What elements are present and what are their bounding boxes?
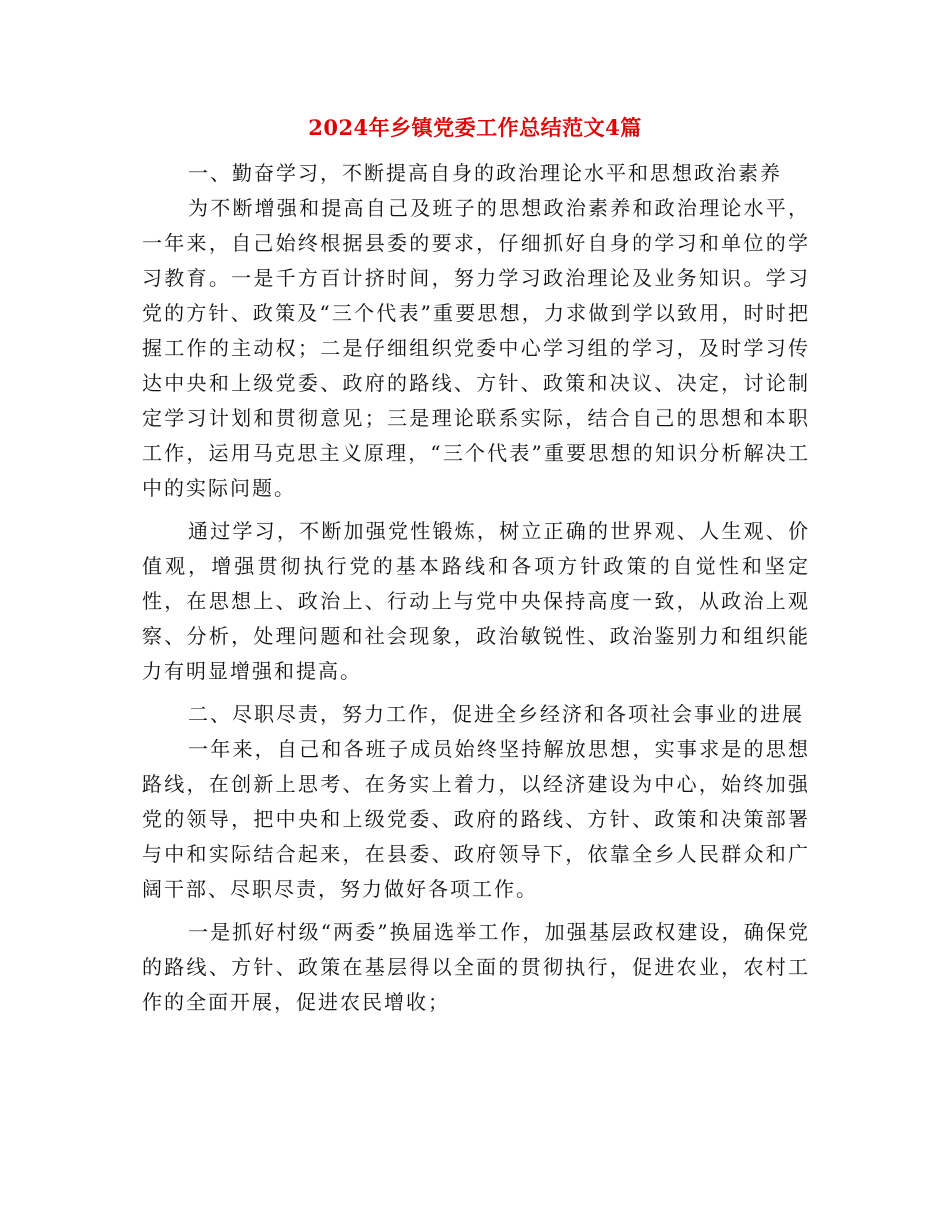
body-paragraph-2: 通过学习，不断加强党性锻炼，树立正确的世界观、人生观、价值观，增强贯彻执行党的基本路线和各项方针政策的自觉性和坚定性，在思想上、政治上、行动上与党中央保持高度一致，从政治上观察、分析，处理问题和社会现象，政治敏锐性、政治鉴别力和组织能力有明显增强和提高。	[142, 519, 810, 683]
body-paragraph-1: 为不断增强和提高自己及班子的思想政治素养和政治理论水平，一年来，自己始终根据县委的要求，仔细抓好自身的学习和单位的学习教育。一是千方百计挤时间，努力学习政治理论及业务知识。学习党的方针、政策及“三个代表”重要思想，力求做到学以致用，时时把握工作的主动权；二是仔细组织党委中心学习组的学习，及时学习传达中央和上级党委、政府的路线、方针、政策和决议、决定，讨论制定学习计划和贯彻意见；三是理论联系实际，结合自己的思想和本职工作，运用马克思主义原理，“三个代表”重要思想的知识分析解决工中的实际问题。	[142, 196, 810, 500]
document-title: 2024年乡镇党委工作总结范文4篇	[308, 115, 642, 140]
section-heading-2: 二、尽职尽责，努力工作，促进全乡经济和各项社会事业的进展	[188, 702, 804, 726]
document-body	[142, 156, 810, 1020]
section-heading-1: 一、勤奋学习，不断提高自身的政治理论水平和思想政治素养	[188, 161, 782, 185]
body-paragraph-4: 一是抓好村级“两委”换届选举工作，加强基层政权建设，确保党的路线、方针、政策在基层得以全面的贯彻执行，促进农业，农村工作的全面开展，促进农民增收；	[142, 920, 810, 1014]
body-paragraph-3: 一年来，自己和各班子成员始终坚持解放思想，实事求是的思想路线，在创新上思考、在务实上着力，以经济建设为中心，始终加强党的领导，把中央和上级党委、政府的路线、方针、政策和决策部署与中和实际结合起来，在县委、政府领导下，依靠全乡人民群众和广阔干部、尽职尽责，努力做好各项工作。	[142, 737, 810, 901]
